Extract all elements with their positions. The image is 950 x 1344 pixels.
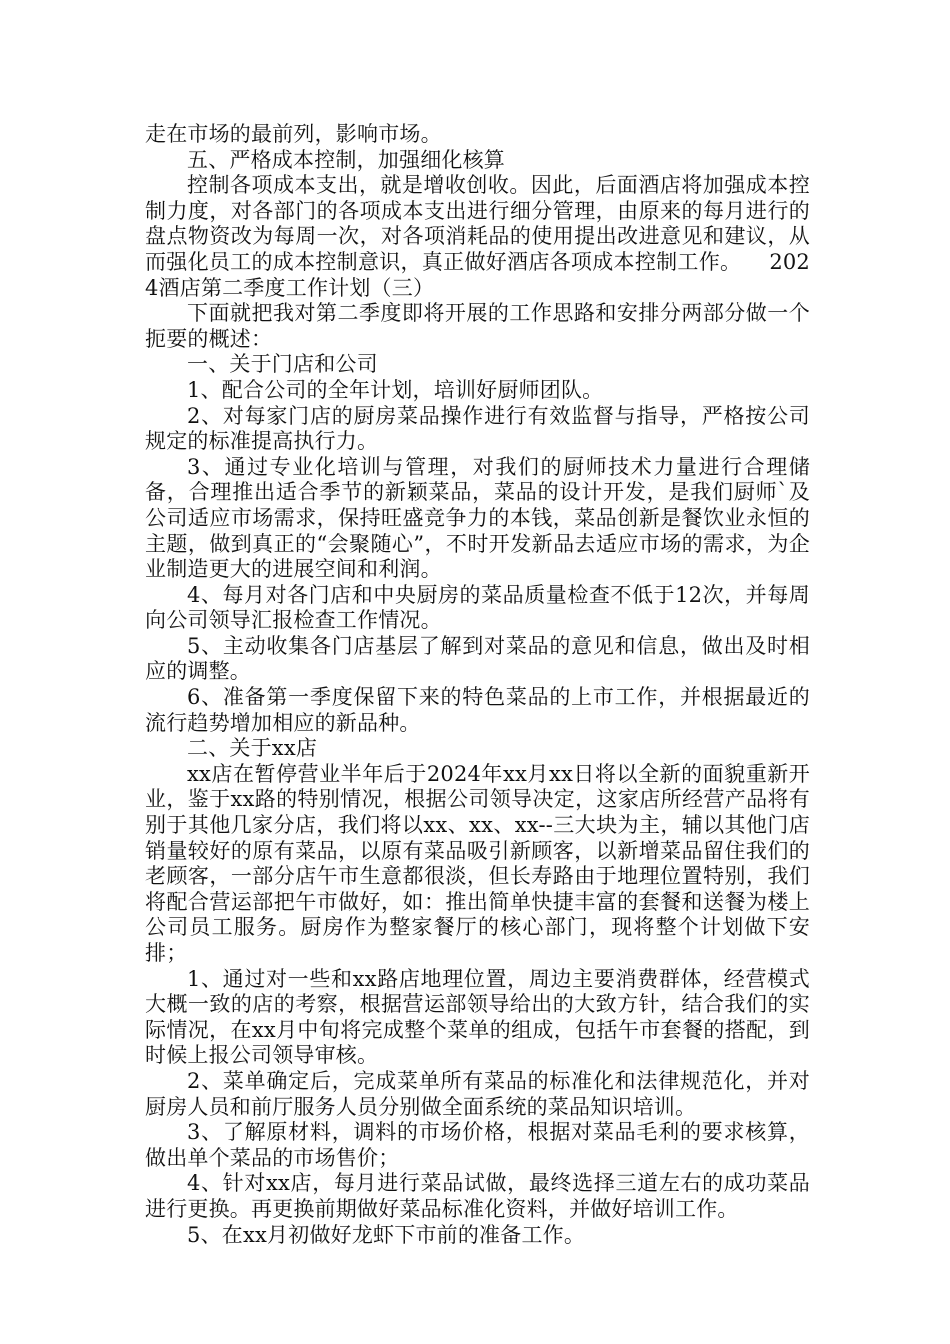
list-item: 2、对每家门店的厨房菜品操作进行有效监督与指导，严格按公司规定的标准提高执行力。 (145, 403, 810, 454)
section-heading: 五、严格成本控制，加强细化核算 (187, 147, 505, 172)
list-item: 5、主动收集各门店基层了解到对菜品的意见和信息，做出及时相应的调整。 (145, 633, 810, 684)
list-item: 4、针对xx店，每月进行菜品试做，最终选择三道左右的成功菜品进行更换。再更换前期做好菜品标准化资料，并做好培训工作。 (145, 1171, 810, 1221)
paragraph: 下面就把我对第二季度即将开展的工作思路和安排分两部分做一个扼要的概述： (145, 301, 810, 351)
document-title: 2024酒店第二季度工作计划（三） (145, 249, 810, 300)
section-heading: 一、关于门店和公司 (187, 352, 378, 377)
paragraph: xx店在暂停营业半年后于2024年xx月xx日将以全新的面貌重新开业，鉴于xx路的特别情况，根据公司领导决定，这家店所经营产品将有别于其他几家分店，我们将以xx、xx、xx--三大块为主，辅以其他门店销量较好的原有菜品，以原有菜品吸引新顾客，以新增菜品留住我们的老顾客，一部分店午市生意都很淡，但长寿路由于地理位置特别，我们将配合营运部把午市做好，如：推出简单快捷丰富的套餐和送餐为楼上公司员工服务。厨房作为整家餐厅的核心部门，现将整个计划做下安排； (145, 761, 810, 965)
list-item: 3、通过专业化培训与管理，对我们的厨师技术力量进行合理储备，合理推出适合季节的新颖菜品，菜品的设计开发，是我们厨师`及公司适应市场需求，保持旺盛竞争力的本钱，菜品创新是餐饮业永恒的主题，做到真正的“会聚随心”，不时开发新品去适应市场的需求，为企业制造更大的进展空间和利润。 (145, 454, 810, 582)
list-item: 1、配合公司的全年计划，培训好厨师团队。 (187, 377, 604, 402)
list-item: 1、通过对一些和xx路店地理位置，周边主要消费群体，经营模式大概一致的店的考察，根据营运部领导给出的大致方针，结合我们的实际情况，在xx月中旬将完成整个菜单的组成，包括午市套餐的搭配，到时候上报公司领导审核。 (145, 966, 810, 1068)
section-heading: 二、关于xx店 (187, 736, 318, 761)
list-item: 5、在xx月初做好龙虾下市前的准备工作。 (187, 1222, 586, 1247)
paragraph-text: 控制各项成本支出，就是增收创收。因此，后面酒店将加强成本控制力度，对各部门的各项成本支出进行细分管理，由原来的每月进行的盘点物资改为每周一次，对各项消耗品的使用提出改进意见和建议，从而强化员工的成本控制意识，真正做好酒店各项成本控制工作。 (145, 173, 810, 274)
paragraph (145, 173, 810, 301)
list-item: 4、每月对各门店和中央厨房的菜品质量检查不低于12次，并每周向公司领导汇报检查工作情况。 (145, 582, 810, 633)
paragraph: 走在市场的最前列，影响市场。 (145, 122, 442, 146)
document-body (145, 122, 810, 1248)
list-item: 3、了解原材料，调料的市场价格，根据对菜品毛利的要求核算，做出单个菜品的市场售价； (145, 1120, 810, 1170)
list-item: 2、菜单确定后，完成菜单所有菜品的标准化和法律规范化，并对厨房人员和前厅服务人员分别做全面系统的菜品知识培训。 (145, 1068, 810, 1119)
list-item: 6、准备第一季度保留下来的特色菜品的上市工作，并根据最近的流行趋势增加相应的新品种。 (145, 685, 810, 735)
